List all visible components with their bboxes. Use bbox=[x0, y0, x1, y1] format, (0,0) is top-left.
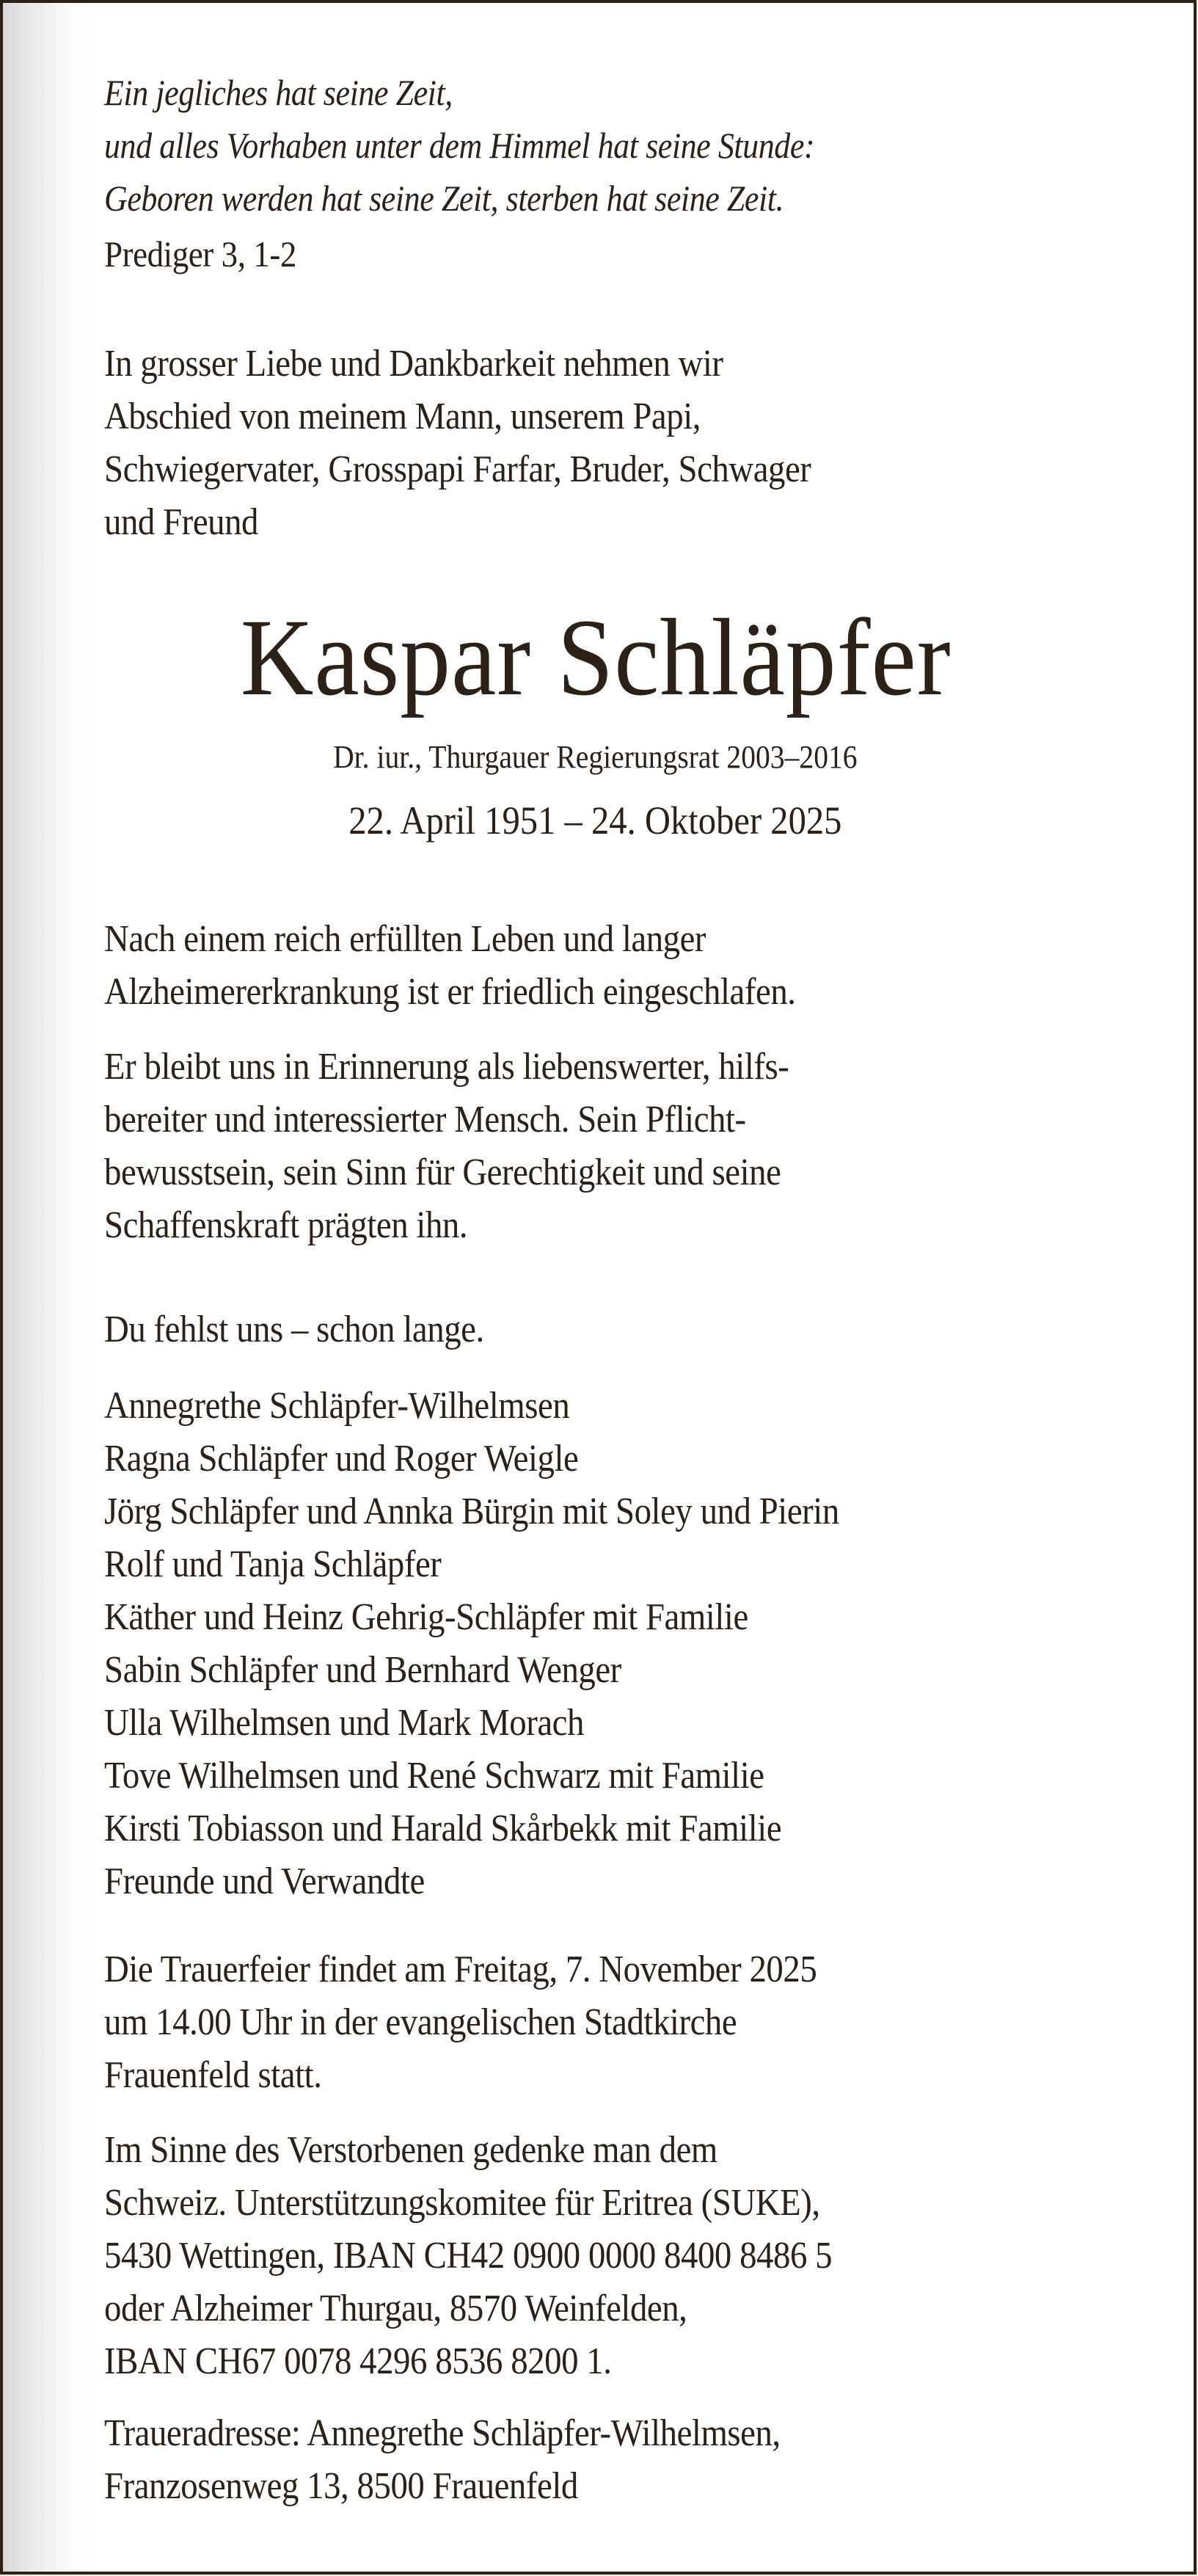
ceremony-line: Frauenfeld statt. bbox=[104, 2054, 322, 2096]
mourner: Jörg Schläpfer und Annka Bürgin mit Soley und Pierin bbox=[104, 1491, 839, 1532]
address-paragraph bbox=[104, 2407, 1150, 2513]
address-line: Franzosenweg 13, 8500 Frauenfeld bbox=[104, 2465, 578, 2507]
quote-reference bbox=[104, 228, 1150, 280]
deceased-name: Kaspar Schläpfer bbox=[240, 597, 952, 718]
intro-line: und Freund bbox=[104, 501, 258, 543]
address-line: Traueradresse: Annegrethe Schläpfer-Wilhelmsen, bbox=[104, 2412, 781, 2454]
passing-paragraph bbox=[104, 913, 1150, 1019]
donations-line: oder Alzheimer Thurgau, 8570 Weinfelden, bbox=[104, 2288, 687, 2329]
quote-line: und alles Vorhaben unter dem Himmel hat seine Stunde: bbox=[104, 125, 815, 166]
donations-paragraph bbox=[104, 2124, 1150, 2388]
mourner: Tove Wilhelmsen und René Schwarz mit Familie bbox=[104, 1755, 764, 1797]
mourner: Annegrethe Schläpfer-Wilhelmsen bbox=[104, 1385, 570, 1427]
intro-line: In grosser Liebe und Dankbarkeit nehmen wir bbox=[104, 343, 723, 385]
donations-line: 5430 Wettingen, IBAN CH42 0900 0000 8400 8486 5 bbox=[104, 2235, 833, 2277]
mourner: Käther und Heinz Gehrig-Schläpfer mit Familie bbox=[104, 1596, 748, 1638]
mourners-list bbox=[104, 1380, 1150, 1908]
passing-line: Nach einem reich erfüllten Leben und langer bbox=[104, 918, 706, 960]
remembrance-line: Er bleibt uns in Erinnerung als liebenswerter, hilfs- bbox=[104, 1046, 789, 1088]
missing-line bbox=[104, 1303, 1150, 1356]
remembrance-line: Schaffenskraft prägten ihn. bbox=[104, 1204, 468, 1246]
mourner: Ulla Wilhelmsen und Mark Morach bbox=[104, 1702, 584, 1744]
mourner: Ragna Schläpfer und Roger Weigle bbox=[104, 1438, 579, 1480]
quote-line: Geboren werden hat seine Zeit, sterben hat seine Zeit. bbox=[104, 178, 784, 219]
intro-line: Abschied von meinem Mann, unserem Papi, bbox=[104, 396, 701, 437]
deceased-title: Dr. iur., Thurgauer Regierungsrat 2003–2016 bbox=[333, 739, 858, 775]
life-dates: 22. April 1951 – 24. Oktober 2025 bbox=[348, 798, 842, 843]
intro-line: Schwiegervater, Grosspapi Farfar, Bruder, Schwager bbox=[104, 448, 811, 490]
mourner: Kirsti Tobiasson und Harald Skårbekk mit Familie bbox=[104, 1808, 782, 1849]
ceremony-line: um 14.00 Uhr in der evangelischen Stadtkirche bbox=[104, 2001, 737, 2043]
quote-reference-text: Prediger 3, 1-2 bbox=[104, 233, 296, 274]
intro-paragraph bbox=[104, 338, 1150, 549]
mourner: Sabin Schläpfer und Bernhard Wenger bbox=[104, 1649, 621, 1691]
donations-line: IBAN CH67 0078 4296 8536 8200 1. bbox=[104, 2340, 612, 2382]
ceremony-line: Die Trauerfeier findet am Freitag, 7. November 2025 bbox=[104, 1949, 817, 1990]
mourner: Freunde und Verwandte bbox=[104, 1860, 425, 1902]
donations-line: Schweiz. Unterstützungskomitee für Eritrea (SUKE), bbox=[104, 2182, 820, 2224]
bible-quote bbox=[104, 66, 1150, 225]
passing-line: Alzheimererkrankung ist er friedlich eingeschlafen. bbox=[104, 971, 796, 1013]
remembrance-paragraph bbox=[104, 1041, 1150, 1252]
donations-line: Im Sinne des Verstorbenen gedenke man dem bbox=[104, 2129, 717, 2171]
ceremony-paragraph bbox=[104, 1943, 1150, 2102]
remembrance-line: bewusstsein, sein Sinn für Gerechtigkeit und seine bbox=[104, 1151, 781, 1193]
quote-line: Ein jegliches hat seine Zeit, bbox=[104, 72, 453, 113]
mourner: Rolf und Tanja Schläpfer bbox=[104, 1543, 442, 1585]
missing-text: Du fehlst uns – schon lange. bbox=[104, 1309, 484, 1350]
remembrance-line: bereiter und interessierter Mensch. Sein Pflicht- bbox=[104, 1099, 746, 1140]
